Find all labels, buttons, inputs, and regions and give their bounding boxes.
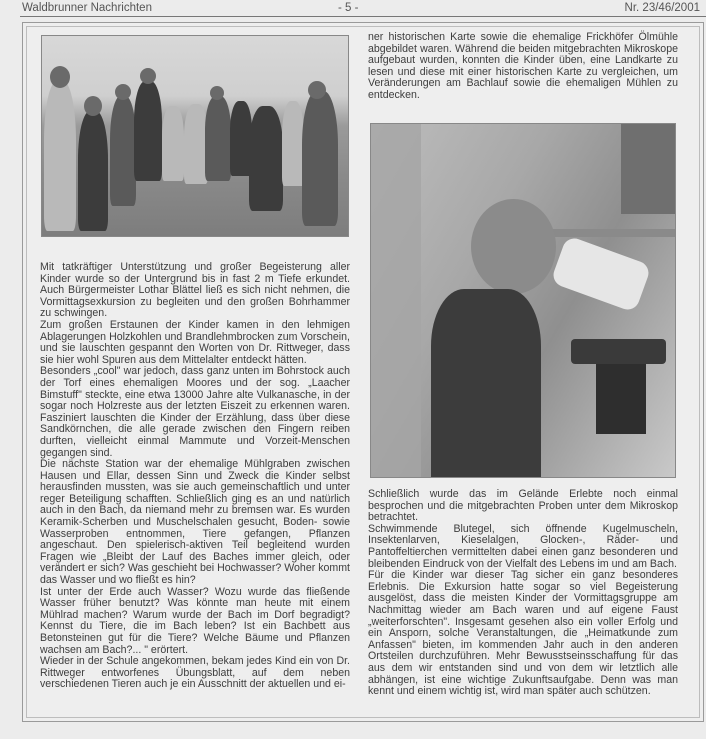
person-figure: [110, 96, 136, 206]
person-figure: [44, 81, 76, 231]
paragraph: Ist unter der Erde auch Wasser? Wozu wurde das fließende Wasser früher benutzt? Was könnte man heute mit einem Mühlrad machen? Warum wurde der Bach im Dorf begradigt? Kennst du Tiere, die im Bach leben? Ist ein Bachbett aus Betonsteinen gut für die Tiere? Welche Bäume und Pflanzen wachsen am Bach?... " erörtert.: [40, 585, 350, 656]
person-figure: [249, 106, 283, 211]
page-number: - 5 -: [338, 2, 359, 14]
person-figure: [134, 81, 162, 181]
paragraph: Schließlich wurde das im Gelände Erlebte noch einmal besprochen und die mitgebrachten Proben unter dem Mikroskop betrachtet.: [368, 488, 678, 524]
girl-head: [471, 199, 556, 294]
microscope-base: [596, 364, 646, 434]
person-figure: [205, 96, 231, 181]
publication-name: Waldbrunner Nachrichten: [22, 2, 152, 14]
person-head: [115, 84, 131, 100]
article-left-column: [40, 262, 350, 691]
header-divider: [20, 16, 706, 17]
person-figure: [78, 111, 108, 231]
paragraph: Für die Kinder war dieser Tag sicher ein ganz besonderes Erlebnis. Die Exkursion hatte sogar so viel Begeisterung ausgelöst, dass die meisten Kinder der Vormittagsgruppe am Nachmittag wieder am Bach waren und auf eigene Faust „weiterforschten". Insgesamt gesehen also ein voller Erfolg und ein Ansporn, solche Veranstaltungen, die „Heimatkunde zum Anfassen" bieten, im kommenden Jahr auch in den anderen Ortsteilen durchzuführen. Mehr Bewusstseinsschaffung für das aus dem wir entstanden sind und von dem wir letztlich alle abhängen, ist eine wichtige Zukunftsaufgabe. Denn was man kennt und einem wichtig ist, wird man später auch schützen.: [368, 569, 678, 698]
article-right-column-top: [368, 32, 678, 102]
paragraph: Besonders „cool" war jedoch, dass ganz unten im Bohrstock auch der Torf eines ehemaligen Moores und der sog. „Laacher Bimstuff" steckte, eine etwa 13000 Jahre alte Vulkanasche, in der sogar noch Holzreste aus der letzten Eiszeit zu erkennen waren. Fasziniert lauschten die Kinder der Erzählung, dass über diese Sandkörnchen, die alle gerade zwischen den Fingern reiben durften, vielleicht einmal Mammute und Vorzeit-Menschen gegangen sind.: [40, 365, 350, 459]
paragraph: Wieder in der Schule angekommen, bekam jedes Kind ein von Dr. Rittweger entworfenes Übungsblatt, auf dem neben verschiedenen Tieren auch je ein Ausschnitt der aktuellen und ei-: [40, 655, 350, 691]
paragraph: Mit tatkräftiger Unterstützung und großer Begeisterung aller Kinder wurde so der Untergrund bis in fast 2 m Tiefe erkundet. Auch Bürgermeister Lothar Blättel ließ es sich nicht nehmen, die Vormittagsexkursion zu begleiten und den großen Bohrhammer zu schwingen.: [40, 261, 350, 320]
shelf: [551, 229, 675, 237]
article-right-column-bottom: [368, 489, 678, 698]
group-photo: [41, 35, 349, 237]
microscope-arm: [550, 235, 652, 313]
shelf-background: [621, 124, 675, 214]
person-head: [210, 86, 224, 100]
person-figure: [282, 101, 304, 186]
foreground-person: [371, 124, 421, 477]
person-head: [308, 81, 326, 99]
paragraph: Die nächste Station war der ehemalige Mühlgraben zwischen Hausen und Ellar, dessen Sinn und Zweck die Kinder selbst herausfinden mussten, was sie auch gemeinschaftlich und unter reger Beteiligung schafften. Schließlich ging es an und natürlich auch in den Bach, da niemand mehr zu bremsen war. Es wurden Keramik-Scherben und Muschelschalen gesucht, Boden- sowie Wasserproben entnommen, Tiere gefangen, Pflanzen angeschaut. Den spielerisch-aktiven Teil begleitend wurden Fragen wie „Bleibt der Lauf des Baches immer gleich, oder verändert er sich? Was geschieht bei Hochwasser? Woher kommt das Wasser und wo fließt es hin?: [40, 458, 350, 587]
paragraph: Schwimmende Blutegel, sich öffnende Kugelmuscheln, Insektenlarven, Kieselalgen, Glocken-, Räder- und Pantoffeltierchen vermittelten dabei einen ganz besonderen und bleibenden Eindruck von der Vielfalt des Lebens im und am Bach.: [368, 522, 678, 570]
paragraph: Zum großen Erstaunen der Kinder kamen in den lehmigen Ablagerungen Holzkohlen und Brandlehmbrocken zum Vorschein, und sie lauschten gespannt den Worten von Dr. Rittweger, dass sie hier wohl Spuren aus dem Mittelalter entdeckt hätten.: [40, 318, 350, 366]
issue-number: Nr. 23/46/2001: [624, 2, 700, 14]
person-head: [140, 68, 156, 84]
microscope-photo: [370, 123, 676, 478]
person-figure: [302, 91, 338, 226]
person-figure: [162, 106, 184, 181]
person-head: [84, 96, 102, 116]
paragraph: ner historischen Karte sowie die ehemalige Frickhöfer Ölmühle abgebildet waren. Während die beiden mitgebrachten Mikroskope aufgebaut wurden, konnten die Kinder üben, eine Landkarte zu lesen und diese mit einer historischen Karte zu vergleichen, um Veränderungen am Bachlauf sowie die ehemaligen Mühlen zu entdecken.: [368, 31, 678, 101]
person-head: [50, 66, 70, 88]
microscope-stage: [571, 339, 666, 364]
girl-body: [431, 289, 541, 478]
